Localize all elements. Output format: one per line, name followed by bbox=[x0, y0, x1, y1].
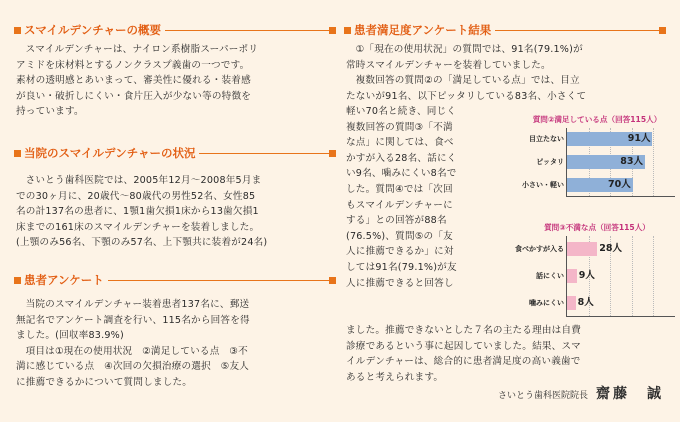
results-text-narrow: 軽い70名と続き、同じく 複数回答の質問③「不満 な点」に関しては、食べ かすが入る28名、話にく い9名、噛みにくい8名で した。質問④では「次回 もスマイルデンチャーに する」との回答が88名 (76.5%)、質問⑤の「友 人に推薦できるか」に対 しては91名(79.1%)が友 人に推薦できると回答し bbox=[346, 106, 457, 289]
chart-bar bbox=[567, 269, 577, 283]
heading-square-icon bbox=[659, 27, 666, 34]
chart-value-label: 8人 bbox=[577, 296, 594, 308]
overview-text: スマイルデンチャーは、ナイロン系樹脂スーパーポリ アミドを床材料とするノンクラスプ義歯の一つです。 素材の透明感とあいまって、審美性に優れる・装着感 が良い・破折しにくい・食片圧入が少ない等の特徴を 持っています。 bbox=[16, 44, 259, 118]
chart-value-label: 28人 bbox=[599, 243, 622, 255]
overview-title: スマイルデンチャーの概要 bbox=[24, 23, 161, 37]
results-title: 患者満足度アンケート結果 bbox=[354, 23, 492, 37]
chart-value-label: 83人 bbox=[620, 156, 643, 167]
heading-square-icon bbox=[344, 27, 351, 34]
chart-category-label: 目立たない bbox=[529, 135, 564, 144]
signature bbox=[498, 387, 664, 403]
chart-bar bbox=[567, 242, 597, 256]
status-title: 当院のスマイルデンチャーの状況 bbox=[24, 146, 196, 160]
chart-category-label: 食べかすが入る bbox=[515, 245, 564, 254]
heading-square-icon bbox=[14, 27, 21, 34]
chart-row bbox=[529, 132, 675, 146]
complaint-chart-title: 質問③不満な点（回答115人） bbox=[544, 223, 650, 232]
heading-square-icon bbox=[329, 150, 336, 157]
status-heading bbox=[14, 145, 336, 161]
chart-row bbox=[522, 178, 675, 192]
overview-heading bbox=[14, 22, 336, 38]
signature-role: さいとう歯科医院院長 bbox=[497, 391, 588, 401]
chart-row bbox=[536, 155, 675, 169]
chart-category-label: 話にくい bbox=[536, 272, 564, 280]
results-heading bbox=[344, 22, 666, 38]
signature-name: 齋藤 誠 bbox=[596, 386, 664, 402]
complaint-chart-plot bbox=[515, 236, 675, 317]
chart-value-label: 91人 bbox=[627, 133, 651, 145]
results-text-top: ①「現在の使用状況」の質問では、91名(79.1%)が 常時スマイルデンチャーを装着していました。 複数回答の質問②の「満足している点」では、目立 たないが91名、以下ピッタリしている83名、小さくて bbox=[346, 44, 587, 102]
chart-value-label: 9人 bbox=[578, 270, 595, 281]
results-text-bottom: ました。推薦できないとした７名の主たる理由は自費 診療であるという事に起因していました。結果、スマ イルデンチャーは、総合的に患者満足度の高い義歯で あると考えられます。 bbox=[346, 325, 582, 383]
survey-title: 患者アンケート bbox=[24, 273, 104, 287]
chart-row bbox=[536, 269, 675, 283]
heading-square-icon bbox=[329, 277, 336, 284]
chart-row bbox=[529, 296, 675, 310]
complaint-chart bbox=[515, 222, 676, 308]
satisfaction-chart bbox=[518, 114, 676, 190]
chart-category-label: 噛みにくい bbox=[529, 298, 564, 307]
chart-category-label: 小さい・軽い bbox=[522, 180, 564, 189]
heading-square-icon bbox=[14, 277, 21, 284]
status-text: さいとう歯科医院では、2005年12月〜2008年5月ま での30ヶ月に、20歳代〜80歳代の男性52名、女性85 名の計137名の患者に、1顎1歯欠損1床から13歯欠損1 床までの161床のスマイルデンチャーを装着しました。 (上顎のみ56名、下顎のみ57名、上下顎共に装着が24名) bbox=[16, 175, 268, 249]
satisfaction-chart-title: 質問②満足している点（回答115人） bbox=[532, 115, 662, 124]
survey-heading bbox=[14, 272, 336, 288]
chart-category-label: ピッタリ bbox=[536, 158, 564, 166]
heading-square-icon bbox=[329, 27, 336, 34]
survey-text: 当院のスマイルデンチャー装着患者137名に、郵送 無記名でアンケート調査を行い、115名から回答を得 ました。(回収率83.9%) 項目は①現在の使用状況 ②満足している点 ③不 満に感じている点 ④次回の欠損治療の選択 ⑤友人 に推薦できるかについて質問しました。 bbox=[16, 299, 250, 388]
chart-value-label: 70人 bbox=[608, 178, 631, 190]
chart-row bbox=[515, 242, 675, 256]
satisfaction-chart-plot bbox=[522, 128, 675, 197]
chart-bar bbox=[567, 296, 576, 310]
heading-square-icon bbox=[14, 150, 21, 157]
